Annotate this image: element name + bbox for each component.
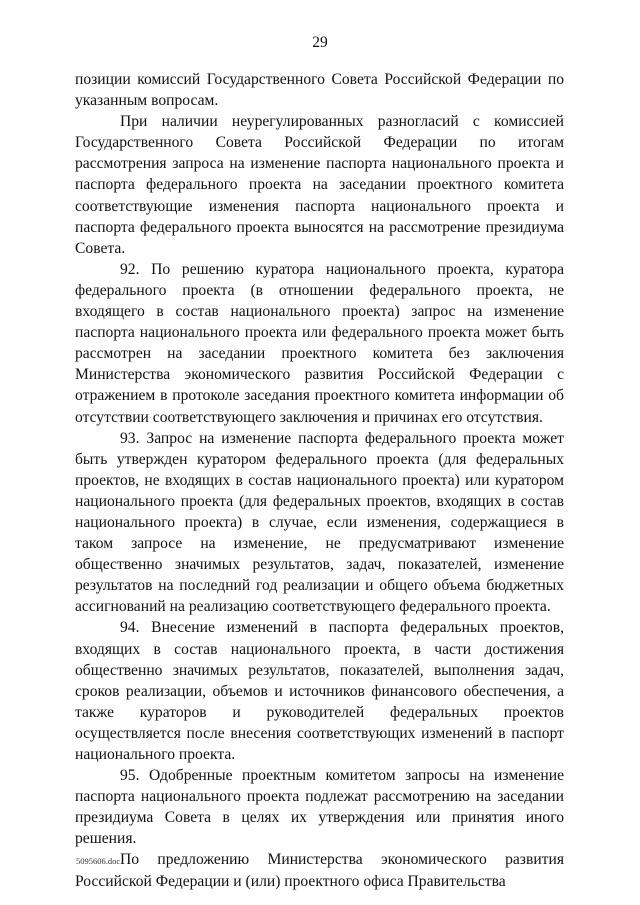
paragraph-disagreements: При наличии неурегулированных разногласий с комиссией Государственного Совета Российской Федерации по итогам рассмотрения запроса на изменение паспорта национального проекта и паспорта федерального проекта на заседании проектного комитета соответствующие изменения паспорта национального проекта и паспорта федерального проекта выносятся на рассмотрение президиума Совета. — [75, 113, 564, 257]
document-filename: 5095606.doc — [76, 856, 121, 866]
paragraph-item-93: 93. Запрос на изменение паспорта федерального проекта может быть утвержден куратором федерального проекта (для федеральных проектов, не входящих в состав национального проекта) или куратором национального проекта (для федеральных проектов, входящих в состав национального проекта) в случае, если изменения, содержащиеся в таком запросе на изменение, не предусматривают изменение общественно значимых результатов, задач, показателей, изменение результатов на последний год реализации и общего объема бюджетных ассигнований на реализацию соответствующего федерального проекта. — [75, 429, 564, 616]
page-number: 29 — [312, 34, 328, 51]
document-body — [75, 69, 564, 892]
paragraph-item-95: 95. Одобренные проектным комитетом запросы на изменение паспорта национального проекта подлежат рассмотрению на заседании президиума Совета в целях их утверждения или принятия иного решения. — [75, 767, 564, 848]
paragraph-continuation: позиции комиссий Государственного Совета Российской Федерации по указанным вопросам. — [75, 71, 564, 110]
paragraph-item-94: 94. Внесение изменений в паспорта федеральных проектов, входящих в состав национального проекта, в части достижения общественно значимых результатов, показателей, выполнения задач, сроков реализации, объемов и источников финансового обеспечения, а также кураторов и руководителей федеральных проектов осуществляется после внесения соответствующих изменений в паспорт национального проекта. — [75, 619, 564, 763]
paragraph-proposal: По предложению Министерства экономического развития Российской Федерации и (или) проектного офиса Правительства — [75, 851, 564, 890]
paragraph-item-92: 92. По решению куратора национального проекта, куратора федерального проекта (в отношении федерального проекта, не входящего в состав национального проекта) запрос на изменение паспорта национального проекта или федерального проекта может быть рассмотрен на заседании проектного комитета без заключения Министерства экономического развития Российской Федерации с отражением в протоколе заседания проектного комитета информации об отсутствии соответствующего заключения и причинах его отсутствия. — [75, 260, 564, 426]
